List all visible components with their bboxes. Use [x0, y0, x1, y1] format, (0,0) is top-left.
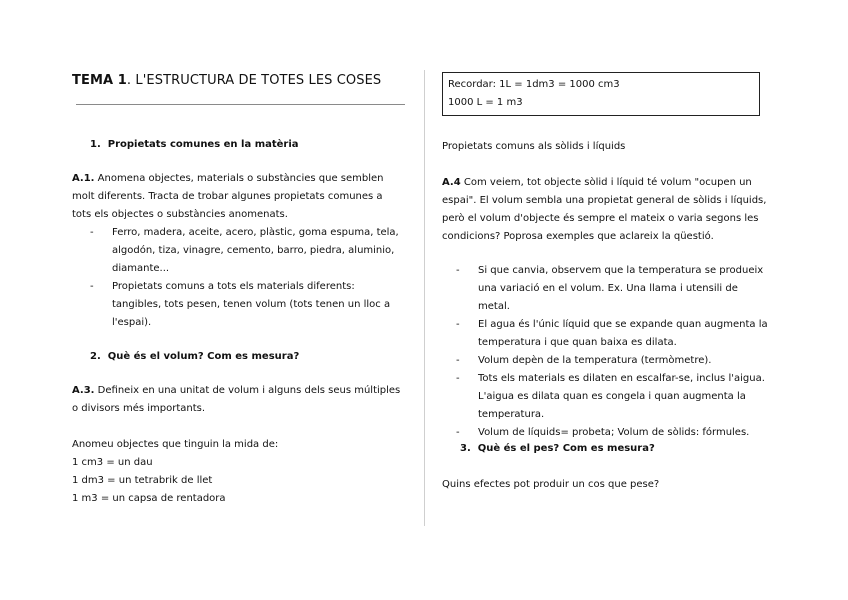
section-1-title: Propietats comunes en la matèria [107, 139, 299, 150]
measure-line: 1 cm3 = un dau [72, 457, 153, 468]
bullet-text: Si que canvia, observem que la temperatura se produeix una variació en el volum. Ex. Una llama i utensili de metal. [478, 265, 764, 312]
list-item [90, 224, 402, 278]
measure-line: 1 m3 = un capsa de rentadora [72, 493, 226, 504]
reminder-line: 1000 L = 1 m3 [448, 97, 523, 108]
measures-intro: Anomeu objectes que tinguin la mida de: [72, 439, 279, 450]
list-item [90, 278, 402, 332]
activity-a3 [72, 382, 402, 418]
bullet-text: Volum depèn de la temperatura (termòmetre). [478, 355, 712, 366]
list-item [456, 352, 772, 370]
activity-a1-text: Anomena objectes, materials o substàncies que semblen molt diferents. Tracta de trobar algunes propietats comunes a tots els objectes o substàncies anomenats. [72, 173, 384, 220]
activity-a4-text: Com veiem, tot objecte sòlid i líquid té volum "ocupen un espai". El volum sembla una propietat general de sòlids i líquids, però el volum d'objecte és sempre el mateix o varia segons les condicions? Poprosa exemples que aclareix la qüestió. [442, 177, 767, 242]
list-item [456, 316, 772, 352]
measure-line: 1 dm3 = un tetrabrik de llet [72, 475, 213, 486]
page-title [72, 72, 381, 90]
measures-block [72, 436, 402, 508]
bullet-dash: - [456, 355, 460, 366]
solids-liquids-subtitle: Propietats comuns als sòlids i líquids [442, 141, 626, 152]
column-divider [424, 70, 425, 526]
section-2-heading [90, 348, 299, 366]
title-label: TEMA 1 [72, 73, 127, 88]
weight-question: Quins efectes pot produir un cos que pese? [442, 479, 660, 490]
activity-a4-label: A.4 [442, 177, 461, 188]
bullet-dash: - [90, 281, 94, 292]
section-2-title: Què és el volum? Com es mesura? [107, 351, 300, 362]
bullet-text: El agua és l'únic líquid que se expande quan augmenta la temperatura i que quan baixa es dilata. [478, 319, 768, 348]
section-1-heading [90, 136, 299, 154]
reminder-line: Recordar: 1L = 1dm3 = 1000 cm3 [448, 79, 620, 90]
bullet-dash: - [90, 227, 94, 238]
title-text: . L'ESTRUCTURA DE TOTES LES COSES [126, 73, 382, 88]
list-item [456, 262, 772, 316]
bullet-dash: - [456, 427, 460, 438]
right-bullet-list [456, 262, 772, 442]
title-underline [76, 104, 405, 105]
bullet-text: Tots els materials es dilaten en escalfar-se, inclus l'aigua. L'aigua es dilata quan es congela i quan augmenta la temperatura. [478, 373, 765, 420]
reminder-box [442, 72, 760, 116]
bullet-text: Propietats comuns a tots els materials diferents: tangibles, tots pesen, tenen volum (tots tenen un lloc a l'espai). [112, 281, 391, 328]
section-2-number: 2. [90, 351, 101, 362]
bullet-dash: - [456, 265, 460, 276]
section-3-heading [460, 440, 655, 458]
activity-a3-label: A.3. [72, 385, 95, 396]
activity-a1 [72, 170, 402, 224]
activity-a1-label: A.1. [72, 173, 95, 184]
activity-a3-text: Defineix en una unitat de volum i alguns dels seus múltiples o divisors més importants. [72, 385, 401, 414]
bullet-dash: - [456, 319, 460, 330]
section-1-number: 1. [90, 139, 101, 150]
section-3-number: 3. [460, 443, 471, 454]
left-bullet-list [90, 224, 402, 332]
bullet-text: Ferro, madera, aceite, acero, plàstic, goma espuma, tela, algodón, tiza, vinagre, cemento, barro, piedra, aluminio, diamante... [112, 227, 399, 274]
section-3-title: Què és el pes? Com es mesura? [477, 443, 655, 454]
bullet-text: Volum de líquids= probeta; Volum de sòlids: fórmules. [478, 427, 750, 438]
list-item [456, 370, 772, 424]
bullet-dash: - [456, 373, 460, 384]
activity-a4 [442, 174, 772, 246]
